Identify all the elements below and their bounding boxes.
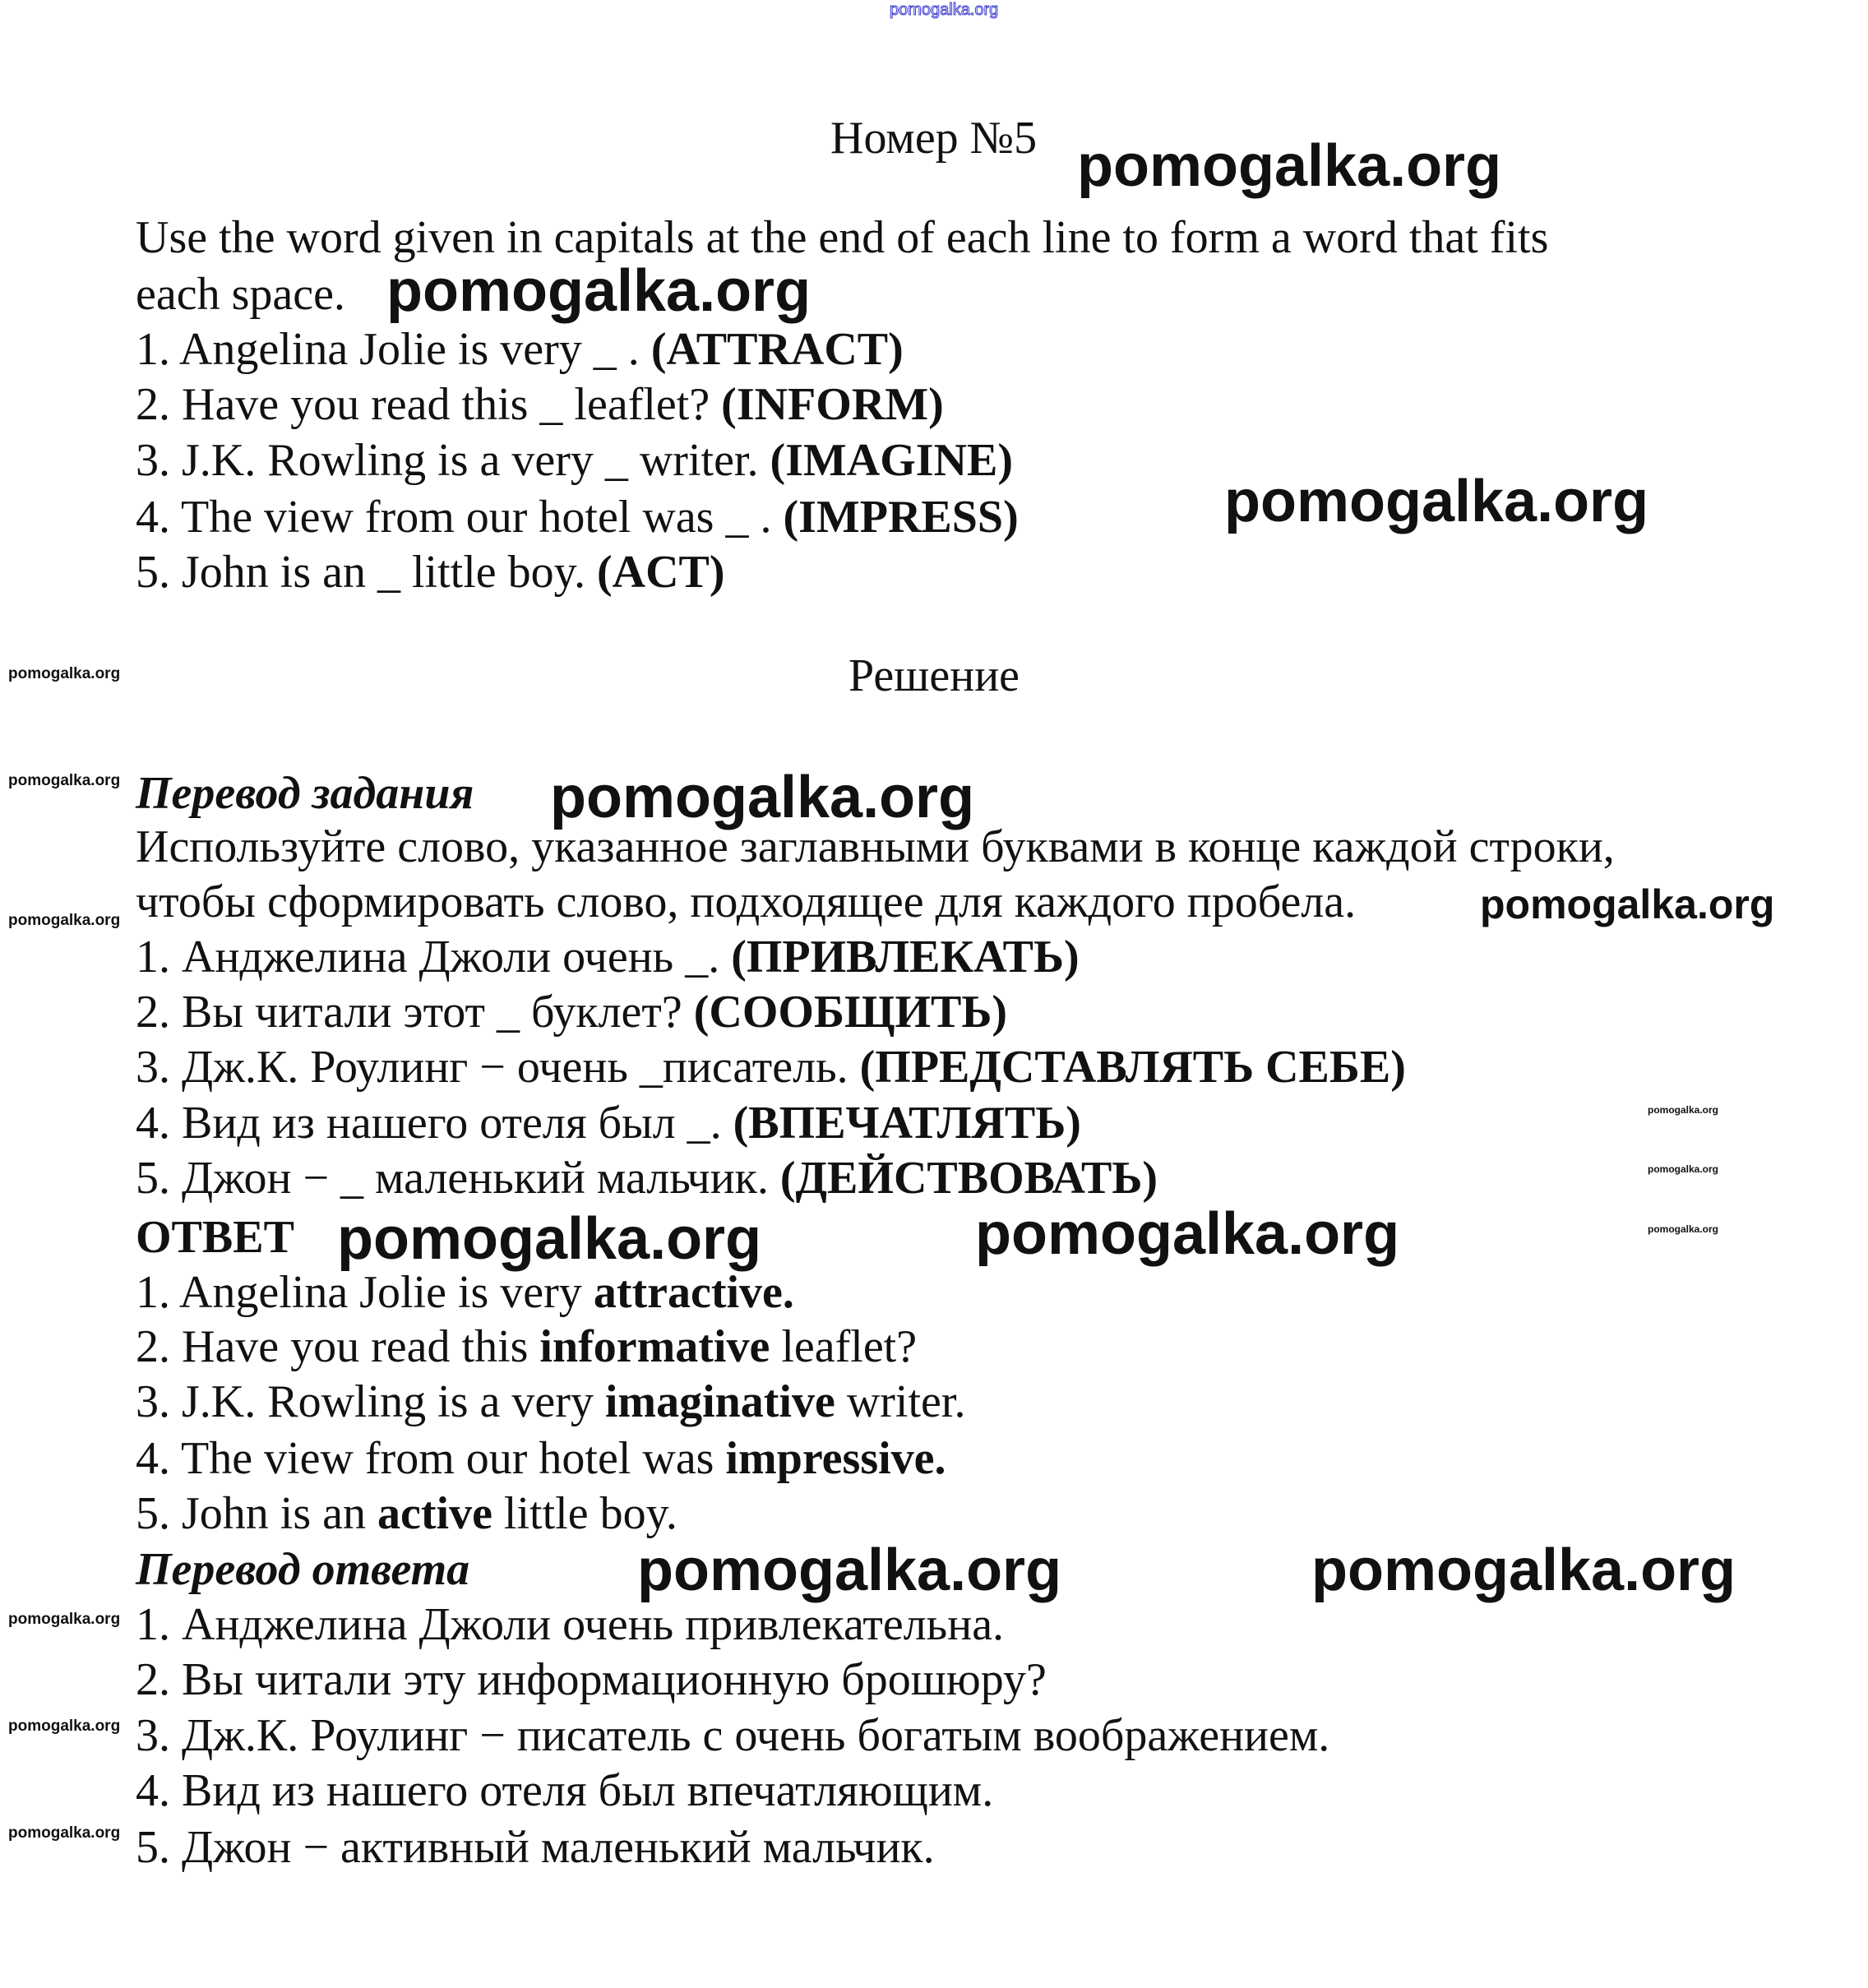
answer-heading: ОТВЕТ bbox=[136, 1212, 294, 1263]
translation-task-item bbox=[136, 984, 1007, 1040]
translation-task-item bbox=[136, 1039, 1406, 1095]
bold-text: (ВПЕЧАТЛЯТЬ) bbox=[733, 1098, 1081, 1149]
text: 2. Вы читали эту информационную брошюру? bbox=[136, 1654, 1047, 1705]
bold-text: informative bbox=[539, 1321, 770, 1372]
watermark: pomogalka.org bbox=[1311, 1537, 1736, 1603]
translation-answer-item bbox=[136, 1763, 993, 1819]
text: 3. J.K. Rowling is a very _ writer. bbox=[136, 435, 770, 486]
watermark: pomogalka.org bbox=[8, 772, 121, 789]
text: 2. Have you read this _ leaflet? bbox=[136, 379, 722, 430]
text: each space. bbox=[136, 269, 345, 320]
text: 5. John is an bbox=[136, 1488, 377, 1539]
text: 3. J.K. Rowling is a very bbox=[136, 1376, 605, 1427]
translation-task-item bbox=[136, 1095, 1081, 1151]
bold-text: impressive. bbox=[725, 1433, 946, 1484]
bold-text: (IMAGINE) bbox=[770, 435, 1014, 486]
watermark: pomogalka.org bbox=[1648, 1163, 1719, 1175]
bold-text: (ATTRACT) bbox=[650, 324, 904, 375]
text: 1. Анджелина Джоли очень _. bbox=[136, 932, 732, 982]
watermark: pomogalka.org bbox=[8, 665, 121, 682]
translation-answer-item bbox=[136, 1708, 1329, 1764]
translation-task-item bbox=[136, 1150, 1158, 1206]
watermark: pomogalka.org bbox=[1077, 133, 1502, 199]
watermark: pomogalka.org bbox=[1648, 1223, 1719, 1235]
text: 3. Дж.К. Роулинг − писатель с очень богатым воображением. bbox=[136, 1710, 1330, 1761]
instruction-line bbox=[136, 210, 1548, 266]
bold-text: (СООБЩИТЬ) bbox=[693, 987, 1008, 1038]
translation-answer-item bbox=[136, 1819, 935, 1875]
text: 4. The view from our hotel was bbox=[136, 1433, 726, 1484]
bold-text: (ДЕЙСТВОВАТЬ) bbox=[779, 1153, 1158, 1204]
watermark: pomogalka.org bbox=[8, 1611, 121, 1628]
page-title: Номер №5 bbox=[830, 113, 1038, 164]
text: 5. Джон − активный маленький мальчик. bbox=[136, 1822, 935, 1873]
bold-text: imaginative bbox=[604, 1376, 835, 1427]
text: Используйте слово, указанное заглавными буквами в конце каждой строки, bbox=[136, 821, 1615, 872]
bold-text: (ПРЕДСТАВЛЯТЬ СЕБЕ) bbox=[859, 1042, 1406, 1093]
bold-text: (INFORM) bbox=[721, 379, 944, 430]
text: 5. John is an _ little boy. bbox=[136, 547, 598, 598]
task-item bbox=[136, 321, 904, 377]
text: Use the word given in capitals at the end of each line to form a word that fits bbox=[136, 212, 1549, 263]
watermark: pomogalka.org bbox=[975, 1201, 1400, 1267]
text: 1. Анджелина Джоли очень привлекательна. bbox=[136, 1599, 1005, 1650]
translation-answer-item bbox=[136, 1597, 1004, 1653]
text: 2. Вы читали этот _ буклет? bbox=[136, 987, 694, 1038]
watermark: pomogalka.org bbox=[637, 1537, 1062, 1603]
watermark: pomogalka.org bbox=[1648, 1104, 1719, 1116]
watermark: pomogalka.org bbox=[8, 1824, 121, 1842]
answer-item bbox=[136, 1486, 677, 1542]
text: 1. Angelina Jolie is very bbox=[136, 1267, 594, 1318]
text: 5. Джон − _ маленький мальчик. bbox=[136, 1153, 780, 1204]
answer-item bbox=[136, 1264, 794, 1320]
watermark: pomogalka.org bbox=[1480, 881, 1775, 927]
bold-text: attractive. bbox=[593, 1267, 794, 1318]
translation-answer-heading: Перевод ответа bbox=[136, 1544, 470, 1595]
task-item bbox=[136, 377, 944, 432]
text: 4. The view from our hotel was _ . bbox=[136, 492, 784, 543]
solution-heading: Решение bbox=[848, 650, 1020, 701]
task-item bbox=[136, 489, 1019, 545]
translation-instruction-line bbox=[136, 874, 1356, 930]
text: writer. bbox=[835, 1376, 966, 1427]
bold-text: (ACT) bbox=[597, 547, 725, 598]
answer-item bbox=[136, 1431, 946, 1486]
watermark: pomogalka.org bbox=[550, 765, 975, 830]
watermark: pomogalka.org bbox=[1224, 469, 1649, 534]
instruction-line bbox=[136, 266, 345, 322]
text: чтобы сформировать слово, подходящее для каждого пробела. bbox=[136, 876, 1357, 927]
watermark: pomogalka.org bbox=[386, 258, 811, 324]
translation-task-item bbox=[136, 929, 1080, 985]
text: little boy. bbox=[492, 1488, 677, 1539]
text: 4. Вид из нашего отеля был _. bbox=[136, 1098, 733, 1149]
translation-answer-item bbox=[136, 1652, 1047, 1708]
watermark: pomogalka.org bbox=[890, 1, 999, 19]
answer-item bbox=[136, 1319, 917, 1375]
text: 4. Вид из нашего отеля был впечатляющим. bbox=[136, 1765, 994, 1816]
bold-text: (ПРИВЛЕКАТЬ) bbox=[731, 932, 1080, 982]
task-item bbox=[136, 432, 1013, 488]
watermark: pomogalka.org bbox=[8, 912, 121, 929]
bold-text: (IMPRESS) bbox=[783, 492, 1019, 543]
translation-task-heading: Перевод задания bbox=[136, 768, 474, 819]
watermark: pomogalka.org bbox=[337, 1206, 762, 1272]
text: 3. Дж.К. Роулинг − очень _писатель. bbox=[136, 1042, 860, 1093]
text: 2. Have you read this bbox=[136, 1321, 540, 1372]
text: 1. Angelina Jolie is very _ . bbox=[136, 324, 651, 375]
task-item bbox=[136, 544, 725, 600]
text: leaflet? bbox=[770, 1321, 918, 1372]
bold-text: active bbox=[377, 1488, 492, 1539]
answer-item bbox=[136, 1374, 965, 1430]
watermark: pomogalka.org bbox=[8, 1718, 121, 1735]
